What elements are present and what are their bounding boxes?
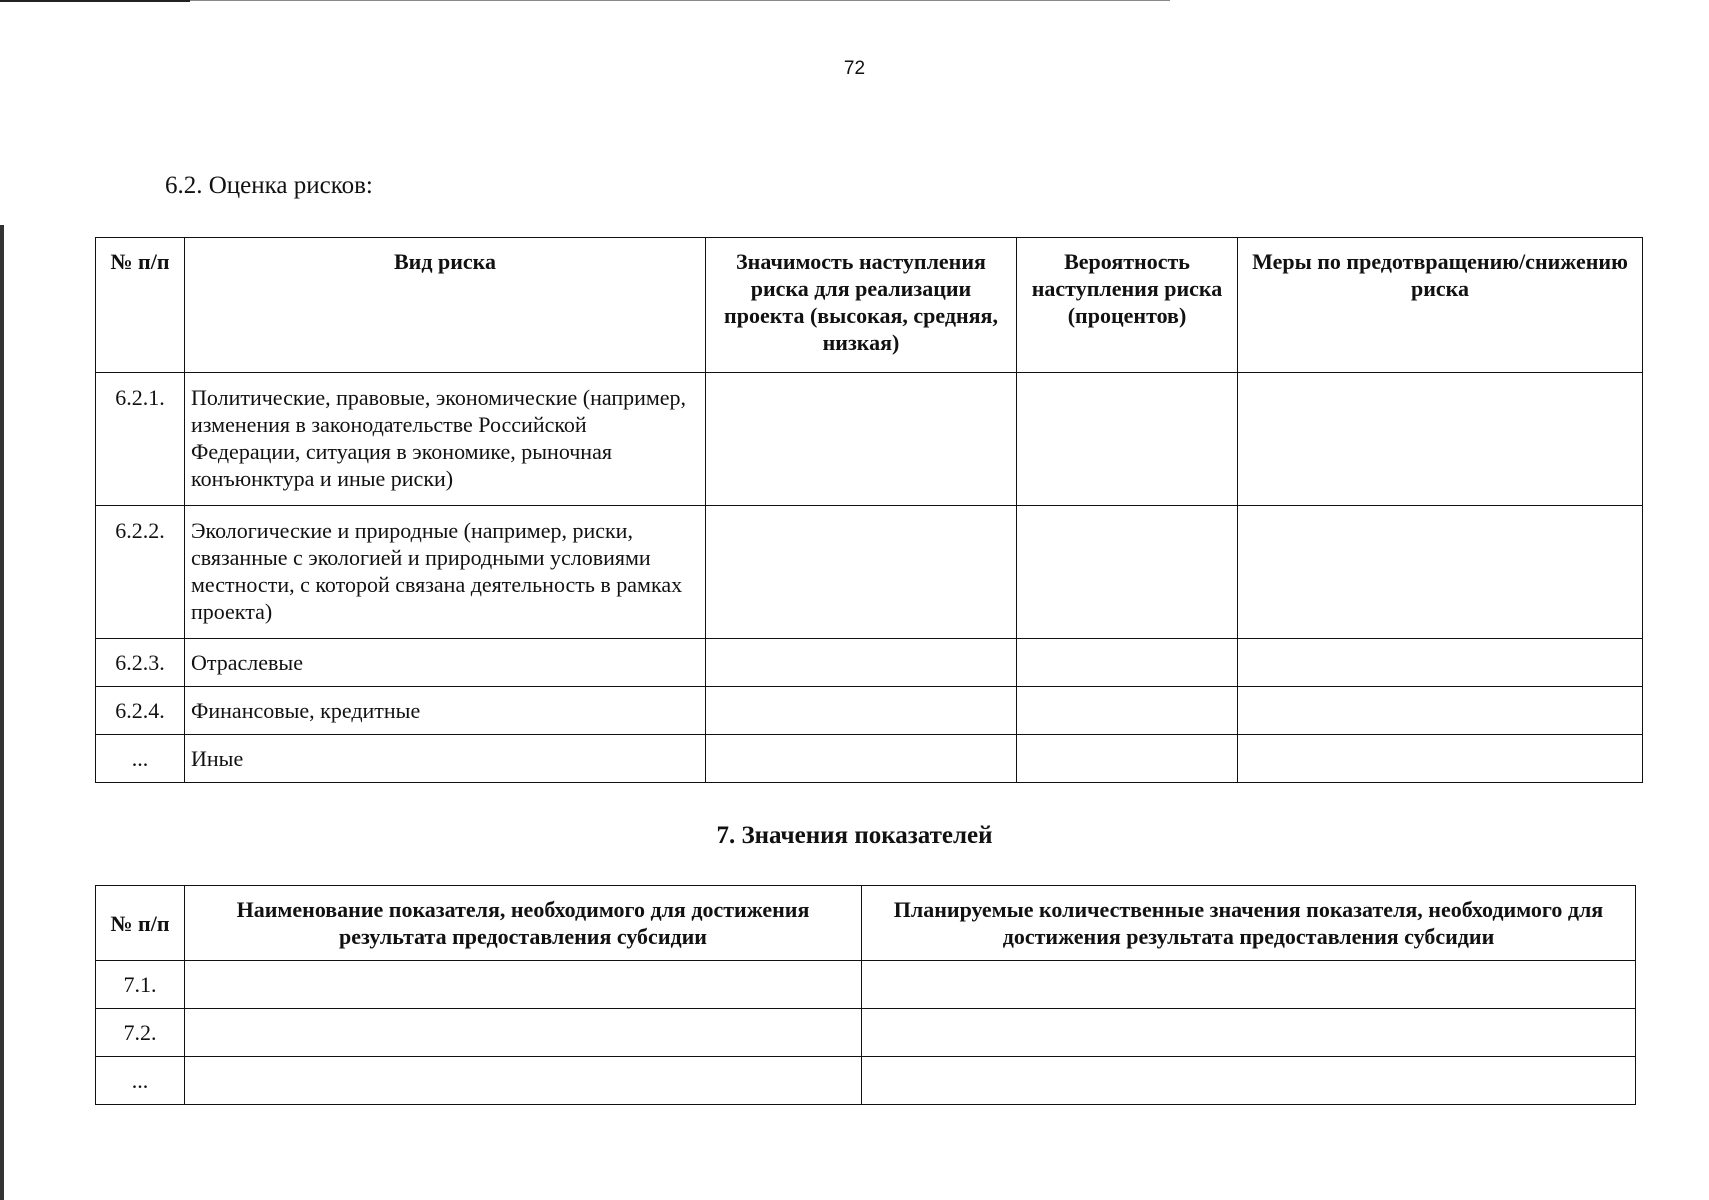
row-number: 6.2.3. [96, 639, 185, 687]
risk-type-cell: Политические, правовые, экономические (например, изменения в законодательстве Российской Федерации, ситуация в экономике, рыночная конъюнктура и иные риски) [185, 373, 706, 506]
row-number: 6.2.4. [96, 687, 185, 735]
indicators-section-heading: 7. Значения показателей [716, 822, 993, 849]
row-number: 7.1. [96, 961, 185, 1009]
probability-cell [1017, 687, 1238, 735]
risk-type-cell: Отраслевые [185, 639, 706, 687]
column-header-indicator-name: Наименование показателя, необходимого для достижения результата предоставления субсидии [185, 886, 862, 961]
significance-cell [706, 687, 1017, 735]
table-row [96, 506, 1643, 639]
indicator-name-cell [185, 1057, 862, 1105]
row-number: 7.2. [96, 1009, 185, 1057]
planned-value-cell [862, 1009, 1636, 1057]
table-row [96, 373, 1643, 506]
risk-type-cell: Экологические и природные (например, риски, связанные с экологией и природными условиями местности, с которой связана деятельность в рамках проекта) [185, 506, 706, 639]
column-header-planned-values: Планируемые количественные значения показателя, необходимого для достижения результата предоставления субсидии [862, 886, 1636, 961]
measures-cell [1238, 687, 1643, 735]
column-header-probability: Вероятность наступления риска (процентов) [1017, 238, 1238, 373]
table-row [96, 639, 1643, 687]
probability-cell [1017, 506, 1238, 639]
row-number: 6.2.1. [96, 373, 185, 506]
column-header-measures: Меры по предотвращению/снижению риска [1238, 238, 1643, 373]
risk-assessment-table [95, 237, 1643, 783]
planned-value-cell [862, 961, 1636, 1009]
column-header-number: № п/п [96, 238, 185, 373]
table-row [96, 687, 1643, 735]
table-row [96, 961, 1636, 1009]
measures-cell [1238, 373, 1643, 506]
row-number: 6.2.2. [96, 506, 185, 639]
measures-cell [1238, 639, 1643, 687]
column-header-risk-type: Вид риска [185, 238, 706, 373]
probability-cell [1017, 373, 1238, 506]
significance-cell [706, 506, 1017, 639]
table-row [96, 1009, 1636, 1057]
table-row [96, 735, 1643, 783]
risk-type-cell: Иные [185, 735, 706, 783]
indicators-table [95, 885, 1636, 1105]
table-row [96, 1057, 1636, 1105]
column-header-significance: Значимость наступления риска для реализации проекта (высокая, средняя, низкая) [706, 238, 1017, 373]
scan-edge-line [190, 0, 1170, 1]
column-header-number: № п/п [96, 886, 185, 961]
probability-cell [1017, 735, 1238, 783]
risk-type-cell: Финансовые, кредитные [185, 687, 706, 735]
row-number: ... [96, 1057, 185, 1105]
significance-cell [706, 639, 1017, 687]
significance-cell [706, 373, 1017, 506]
measures-cell [1238, 506, 1643, 639]
planned-value-cell [862, 1057, 1636, 1105]
table-header-row [96, 238, 1643, 373]
scan-edge-line [0, 0, 190, 2]
risk-section-heading: 6.2. Оценка рисков: [165, 172, 373, 199]
scan-left-edge [0, 225, 4, 1200]
indicator-name-cell [185, 961, 862, 1009]
probability-cell [1017, 639, 1238, 687]
row-number: ... [96, 735, 185, 783]
significance-cell [706, 735, 1017, 783]
indicator-name-cell [185, 1009, 862, 1057]
page-number: 72 [843, 58, 866, 79]
table-header-row [96, 886, 1636, 961]
measures-cell [1238, 735, 1643, 783]
